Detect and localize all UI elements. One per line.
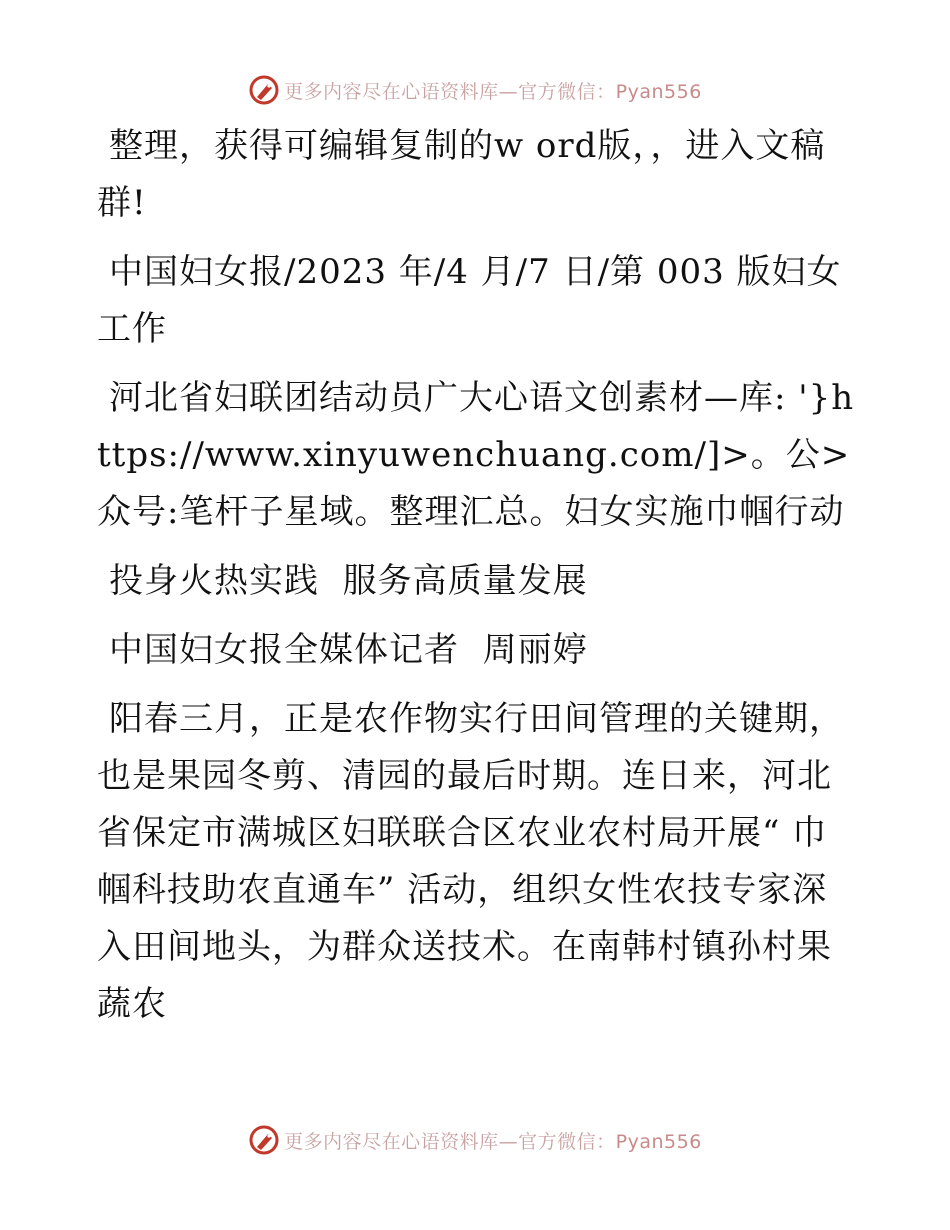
document-body [97,118,857,1045]
header-watermark-banner [0,70,950,110]
paragraph-3: 河北省妇联团结动员广大心语文创素材—库: '}https://www.xinyuwenchuang.com/]>。公>众号:笔杆子星域。整理汇总。妇女实施巾帼行动 [97,378,855,532]
footer-watermark-banner [0,1120,950,1160]
pen-nib-logo-icon [248,74,280,106]
paragraph-6: 阳春三月，正是农作物实行田间管理的关键期，也是果园冬剪、清园的最后时期。连日来，河北省保定市满城区妇联联合区农业农村局开展“ 巾帼科技助农直通车” 活动，组织女性农技专家深入田间地头，为群众送技术。在南韩村镇孙村果蔬农 [97,699,844,1024]
paragraph-2: 中国妇女报/2023 年/4 月/7 日/第 003 版妇女工作 [97,252,842,349]
paragraph-4: 投身火热实践 服务高质量发展 [109,561,588,601]
paragraph-1: 整理，获得可编辑复制的w ord版，，进入文稿群! [97,126,826,223]
paragraph-5: 中国妇女报全媒体记者 周丽婷 [109,630,588,670]
footer-watermark-text: 更多内容尽在心语资料库—官方微信：Pyan556 [284,1130,702,1153]
header-watermark-text: 更多内容尽在心语资料库—官方微信：Pyan556 [284,80,702,103]
pen-nib-logo-icon [248,1124,280,1156]
